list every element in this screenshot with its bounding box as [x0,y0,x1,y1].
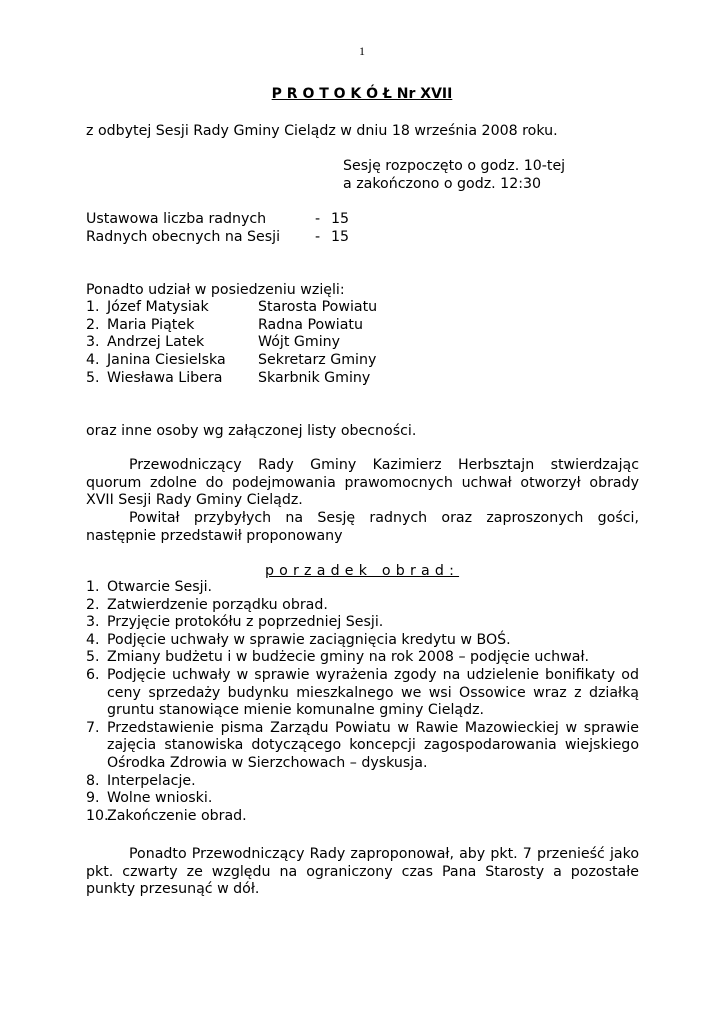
attendee-name: Janina Ciesielska [107,352,226,368]
session-start: Sesję rozpoczęto o godz. 10-tej [343,158,566,174]
agenda-item-number: 3. [86,614,100,631]
attendee-name: Andrzej Latek [107,334,205,350]
session-times [343,157,565,193]
agenda-item-number: 7. [86,719,100,736]
greeting-paragraph: Powitał przybyłych na Sesję radnych oraz zaproszonych gości, następnie przedstawił proponowany [86,510,639,544]
agenda-list [86,579,639,825]
attendees-intro: Ponadto udział w posiedzeniu wzięli: [86,282,345,298]
agenda-item-text: Otwarcie Sesji. [107,579,213,595]
session-end: a zakończono o godz. 12:30 [343,176,542,192]
agenda-item-text: Interpelacje. [107,772,196,789]
attendee-role: Skarbnik Gminy [258,370,371,386]
attendee-name: Józef Matysiak [107,299,209,315]
agenda-item-number: 9. [86,790,100,807]
agenda-item-text: Podjęcie uchwały w sprawie wyrażenia zgody na udzielenie bonifikaty od ceny sprzedaży budynku mieszkalnego we wsi Ossowice wraz z działką gruntu stanowiące mienie komunalne gminy Cielądz. [107,666,639,719]
agenda-item [86,632,639,650]
others-line: oraz inne osoby wg załączonej listy obecności. [86,423,417,439]
councillors-statutory-dash: - [315,211,321,227]
agenda-item-text: Zatwierdzenie porządku obrad. [107,596,328,613]
councillors-statutory-label: Ustawowa liczba radnych [86,211,267,227]
agenda-title: porzadek obrad: [264,563,460,579]
agenda-item [86,597,639,615]
agenda-item-number: 8. [86,772,100,789]
closing-paragraph: Ponadto Przewodniczący Rady zaproponował, aby pkt. 7 przenieść jako pkt. czwarty ze względu na ograniczony czas Pana Starosty a pozostałe punkty przesunąć w dół. [86,846,639,897]
attendee-number: 1. [86,299,100,315]
attendee-number: 3. [86,334,100,350]
agenda-item-text: Przedstawienie pisma Zarządu Powiatu w Rawie Mazowieckiej w sprawie zajęcia stanowiska dotyczącego koncepcji zagospodarowania wiejskiego Ośrodka Zdrowia w Sierzchowach – dyskusja. [107,719,639,771]
document-title: P R O T O K Ó Ł Nr XVII [271,86,453,102]
councillors-statutory-value: 15 [331,211,350,227]
agenda-item [86,614,639,632]
agenda-item-text: Przyjęcie protokółu z poprzedniej Sesji. [107,614,384,631]
agenda-item-number: 4. [86,631,100,648]
agenda-item-text: Podjęcie uchwały w sprawie zaciągnięcia kredytu w BOŚ. [107,631,511,648]
agenda-item-text: Zmiany budżetu i w budżecie gminy na rok 2008 – podjęcie uchwał. [107,649,590,666]
agenda-item-number: 2. [86,596,100,613]
agenda-item [86,790,639,808]
opening-paragraph: Przewodniczący Rady Gminy Kazimierz Herbsztajn stwierdzając quorum zdolne do podejmowania prawomocnych uchwał otworzył obrady XVII Sesji Rady Gminy Cielądz. [86,457,639,508]
agenda-item-text: Wolne wnioski. [107,790,213,807]
councillors-present-dash: - [315,229,321,245]
attendee-role: Starosta Powiatu [258,299,378,315]
agenda-item [86,773,639,791]
agenda-item-number: 1. [86,579,100,595]
councillors-present-label: Radnych obecnych na Sesji [86,229,281,245]
attendee-role: Wójt Gminy [258,334,341,350]
agenda-item-number: 5. [86,649,100,666]
session-subtitle: z odbytej Sesji Rady Gminy Cielądz w dniu 18 września 2008 roku. [86,123,558,139]
attendee-role: Radna Powiatu [258,317,363,333]
attendee-role: Sekretarz Gminy [258,352,377,368]
attendee-name: Maria Piątek [107,317,195,333]
agenda-item [86,808,639,826]
attendee-number: 4. [86,352,100,368]
agenda-item [86,649,639,667]
attendee-number: 5. [86,370,100,386]
agenda-item-number: 10. [86,807,109,824]
agenda-item-text: Zakończenie obrad. [107,807,247,824]
agenda-item-number: 6. [86,666,100,683]
agenda-item [86,579,639,597]
councillors-present-value: 15 [331,229,350,245]
attendee-number: 2. [86,317,100,333]
page-number: 1 [359,44,365,58]
attendee-name: Wiesława Libera [107,370,223,386]
agenda-item [86,667,639,720]
agenda-item [86,720,639,773]
